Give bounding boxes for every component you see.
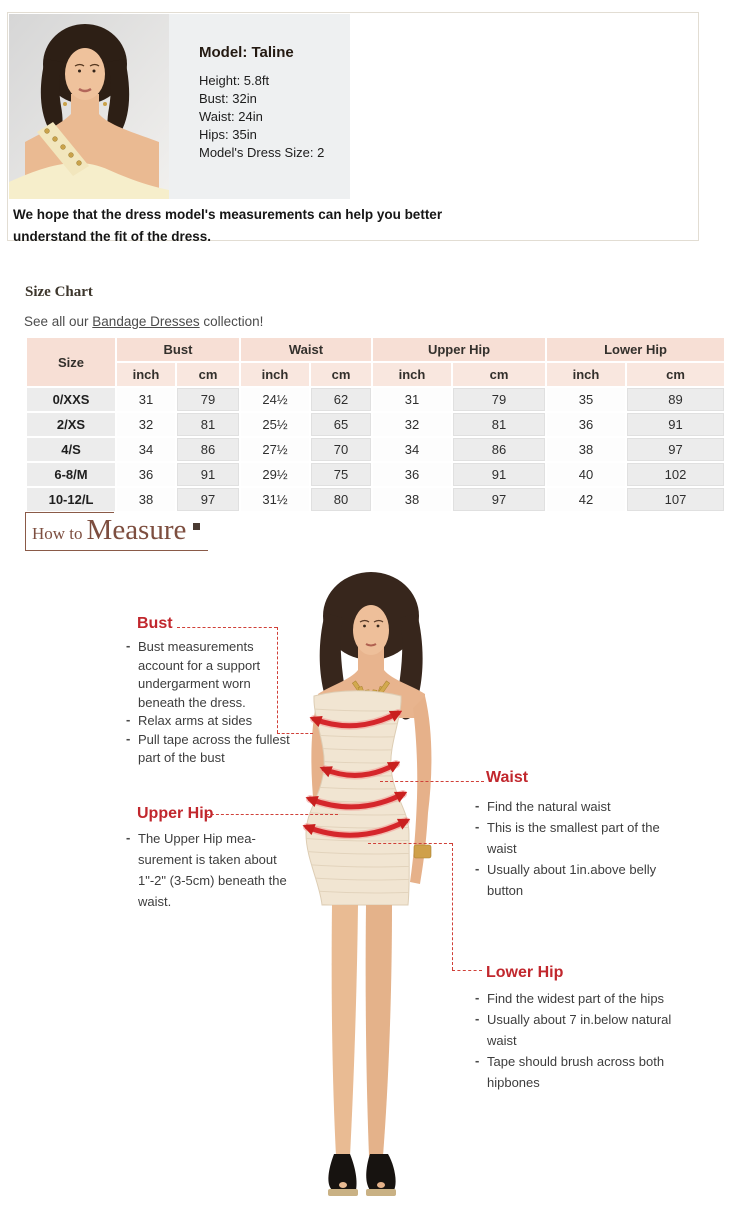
col-unit-header: cm: [627, 363, 724, 386]
model-measurements: [199, 72, 350, 162]
col-unit-header: cm: [453, 363, 545, 386]
value-cell: 91: [453, 463, 545, 486]
value-cell: 34: [373, 438, 451, 461]
col-unit-header: cm: [311, 363, 371, 386]
value-cell: 36: [373, 463, 451, 486]
bust-label: Bust: [137, 615, 173, 632]
text-line: - This is the smallest part of the waist: [474, 817, 674, 859]
value-cell: 31½: [241, 488, 309, 511]
value-cell: 38: [373, 488, 451, 511]
model-caption: We hope that the dress model's measurements can help you better understand the fit of the dress.: [13, 207, 443, 244]
size-table-head: [27, 338, 724, 386]
text-line: - Tape should brush across both hipbones: [474, 1051, 676, 1093]
text-line: - The Upper Hip mea-surement is taken about 1"-2" (3-5cm) beneath the waist.: [125, 828, 295, 912]
col-group-header: Bust: [117, 338, 239, 361]
value-cell: 62: [311, 388, 371, 411]
value-cell: 97: [627, 438, 724, 461]
model-name-title: Model: Taline: [199, 44, 294, 61]
value-cell: 102: [627, 463, 724, 486]
table-row: [27, 488, 724, 511]
text-line: - Pull tape across the fullest part of the bust: [125, 731, 293, 768]
heading-how-to: How to: [32, 524, 83, 543]
text-line: Bust: 32in: [199, 91, 257, 106]
value-cell: 89: [627, 388, 724, 411]
value-cell: 86: [177, 438, 239, 461]
heading-measure: Measure: [86, 514, 187, 546]
value-cell: 27½: [241, 438, 309, 461]
value-cell: 29½: [241, 463, 309, 486]
waist-bullets: [474, 796, 674, 901]
size-cell: 2/XS: [27, 413, 115, 436]
measure-diagram: [0, 558, 755, 1206]
value-cell: 40: [547, 463, 625, 486]
value-cell: 36: [547, 413, 625, 436]
col-group-header: Lower Hip: [547, 338, 724, 361]
upper-hip-bullets: [125, 828, 295, 912]
text-line: Hips: 35in: [199, 127, 257, 142]
dashed-connector: [452, 970, 482, 971]
how-to-measure-heading: [25, 512, 208, 551]
text-line: - Usually about 1in.above belly button: [474, 859, 674, 901]
value-cell: 36: [117, 463, 175, 486]
col-unit-header: inch: [241, 363, 309, 386]
value-cell: 75: [311, 463, 371, 486]
intro-prefix: See all our: [24, 314, 93, 329]
table-row: [27, 463, 724, 486]
value-cell: 79: [177, 388, 239, 411]
col-unit-header: inch: [117, 363, 175, 386]
bandage-dresses-link[interactable]: Bandage Dresses: [92, 314, 200, 329]
value-cell: 34: [117, 438, 175, 461]
value-cell: 38: [117, 488, 175, 511]
table-row: [27, 388, 724, 411]
model-info-panel: [169, 14, 350, 199]
value-cell: 97: [177, 488, 239, 511]
value-cell: 81: [177, 413, 239, 436]
text-line: Model's Dress Size: 2: [199, 145, 325, 160]
value-cell: 31: [373, 388, 451, 411]
table-row: [27, 413, 724, 436]
value-cell: 81: [453, 413, 545, 436]
col-group-header: Upper Hip: [373, 338, 545, 361]
text-line: - Usually about 7 in.below natural waist: [474, 1009, 676, 1051]
dashed-connector: [452, 843, 453, 970]
value-cell: 86: [453, 438, 545, 461]
value-cell: 91: [177, 463, 239, 486]
waist-label: Waist: [486, 769, 529, 786]
model-photo: [9, 14, 169, 199]
text-line: - Relax arms at sides: [125, 712, 293, 731]
bust-bullets: [125, 638, 293, 768]
table-row: [27, 438, 724, 461]
lower-hip-bullets: [474, 988, 676, 1093]
value-cell: 32: [373, 413, 451, 436]
value-cell: 70: [311, 438, 371, 461]
model-info-box: [7, 12, 699, 244]
size-cell: 4/S: [27, 438, 115, 461]
square-bullet-icon: [193, 523, 200, 530]
size-chart-table: [25, 336, 726, 513]
value-cell: 32: [117, 413, 175, 436]
value-cell: 42: [547, 488, 625, 511]
size-cell: 10-12/L: [27, 488, 115, 511]
text-line: - Find the natural waist: [474, 796, 674, 817]
lower-hip-label: Lower Hip: [486, 964, 564, 981]
text-line: Waist: 24in: [199, 109, 263, 124]
size-cell: 0/XXS: [27, 388, 115, 411]
col-unit-header: inch: [373, 363, 451, 386]
text-line: - Bust measurements account for a support undergarment worn beneath the dress.: [125, 638, 293, 712]
upper-hip-label: Upper Hip: [137, 805, 214, 822]
value-cell: 35: [547, 388, 625, 411]
value-cell: 38: [547, 438, 625, 461]
value-cell: 91: [627, 413, 724, 436]
size-chart-heading: Size Chart: [25, 284, 93, 300]
text-line: Height: 5.8ft: [199, 73, 270, 88]
value-cell: 24½: [241, 388, 309, 411]
col-unit-header: inch: [547, 363, 625, 386]
value-cell: 107: [627, 488, 724, 511]
dashed-connector: [380, 781, 484, 782]
text-line: - Find the widest part of the hips: [474, 988, 676, 1009]
value-cell: 97: [453, 488, 545, 511]
value-cell: 65: [311, 413, 371, 436]
value-cell: 80: [311, 488, 371, 511]
col-group-header: Waist: [241, 338, 371, 361]
dashed-connector: [206, 814, 338, 815]
dashed-connector: [177, 627, 277, 628]
size-cell: 6-8/M: [27, 463, 115, 486]
measure-figure: [270, 558, 480, 1206]
intro-suffix: collection!: [199, 314, 264, 329]
collection-intro: [24, 314, 263, 329]
dashed-connector: [368, 843, 452, 844]
value-cell: 25½: [241, 413, 309, 436]
value-cell: 31: [117, 388, 175, 411]
col-unit-header: cm: [177, 363, 239, 386]
value-cell: 79: [453, 388, 545, 411]
size-table-body: [27, 388, 724, 511]
col-header-size: Size: [27, 338, 115, 386]
